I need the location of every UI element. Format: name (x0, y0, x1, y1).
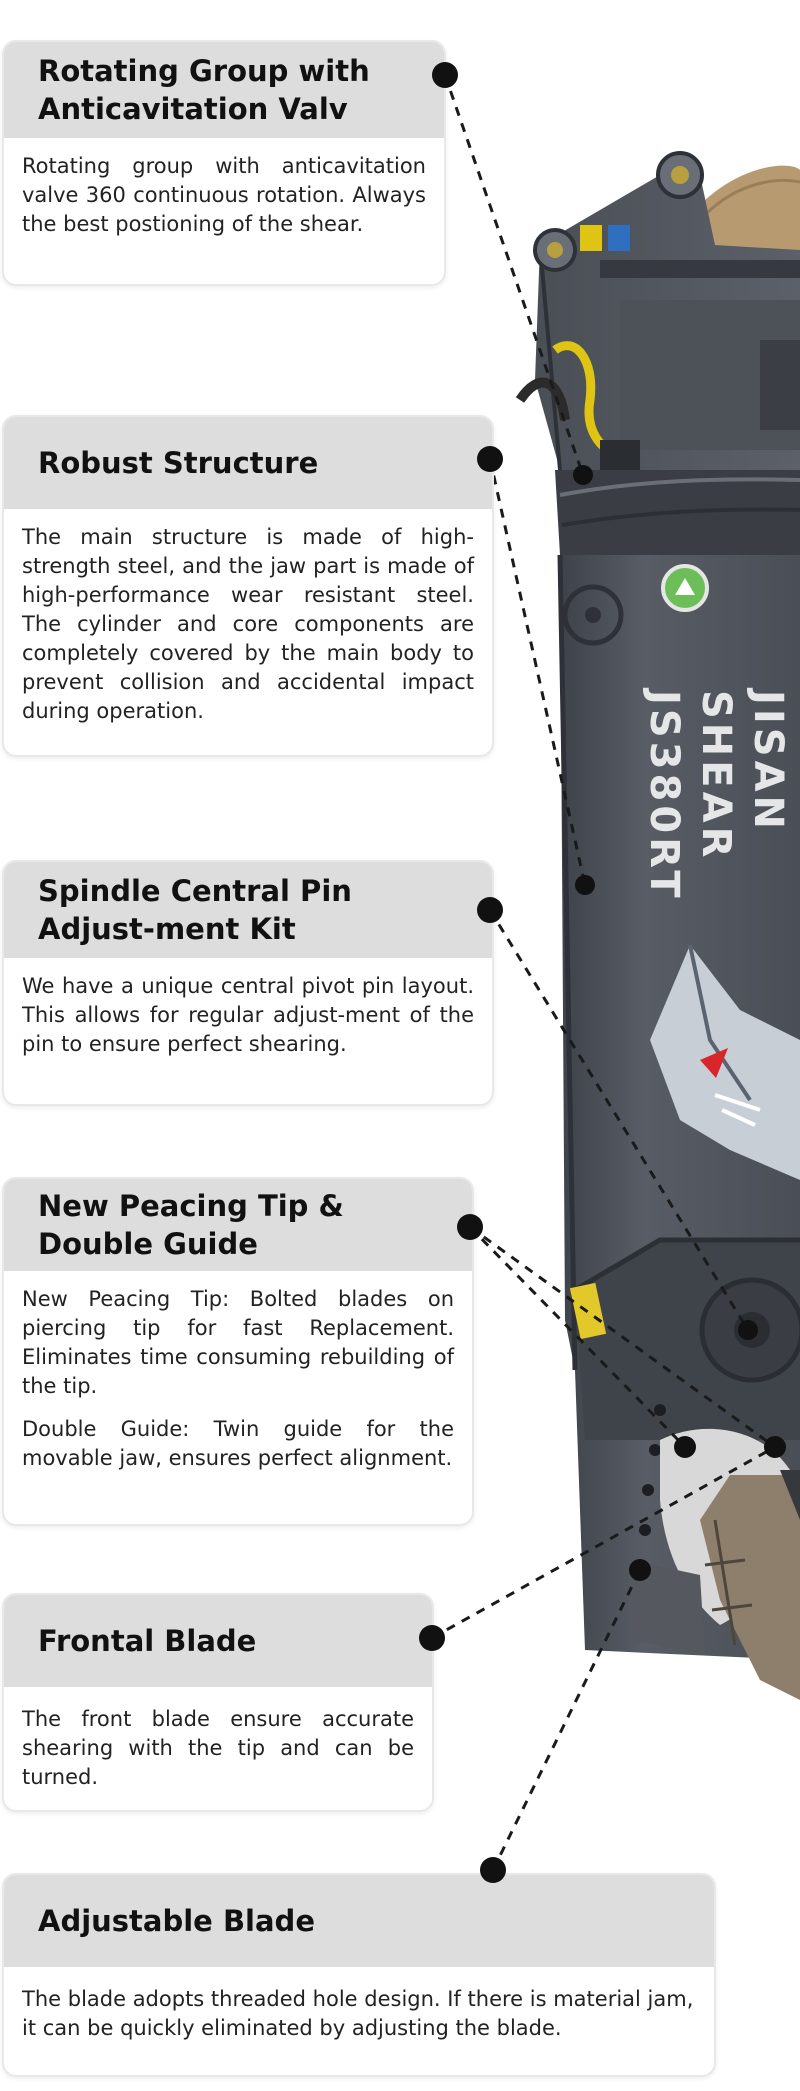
feature-paragraph: Double Guide: Twin guide for the movable jaw, ensures perfect alignment. (22, 1417, 454, 1470)
rotation-ring (555, 470, 800, 555)
decal-line-brand: JISAN (745, 690, 791, 834)
feature-card-frontal-blade (2, 1593, 434, 1812)
feature-card-header (4, 417, 492, 509)
feature-title: Robust Structure (38, 446, 319, 480)
feature-card-header (4, 862, 492, 958)
leader-dot-frontal-blade (419, 1625, 445, 1651)
feature-description (4, 958, 492, 1069)
feature-card-header (4, 1179, 472, 1271)
feature-paragraph: We have a unique central pivot pin layout. This allows for regular adjust-ment of the pin to ensure perfect shearing. (22, 974, 474, 1056)
feature-card-header (4, 42, 444, 138)
leader-dot-rotating-group (432, 62, 458, 88)
feature-description (4, 138, 444, 249)
feature-card-adjustable-blade (2, 1873, 716, 2077)
feature-description (4, 509, 492, 736)
feature-title: Rotating Group with Anticavitation Valv (38, 54, 370, 126)
decal-line-model: JS380RT (641, 690, 687, 902)
feature-title: Spindle Central Pin Adjust-ment Kit (38, 874, 352, 946)
feature-title: Adjustable Blade (38, 1904, 315, 1938)
leader-dot-robust-structure (477, 446, 503, 472)
leader-dot-rotating-group-end (573, 465, 593, 485)
feature-paragraph: New Peacing Tip: Bolted blades on piercing tip for fast Replacement. Eliminates time consuming rebuilding of the tip. (22, 1287, 454, 1398)
feature-card-header (4, 1875, 714, 1967)
leader-dot-robust-structure-end (575, 875, 595, 895)
feature-title: New Peacing Tip & Double Guide (38, 1189, 344, 1261)
leader-dot-adjustable-blade-mid (629, 1559, 651, 1581)
feature-title: Frontal Blade (38, 1624, 257, 1658)
feature-paragraph: The blade adopts threaded hole design. If there is material jam, it can be quickly eliminated by adjusting the blade. (22, 1987, 694, 2040)
leader-dot-peacing-tip (457, 1214, 483, 1240)
feature-card-robust-structure (2, 415, 494, 757)
feature-description (4, 1687, 432, 1802)
feature-card-rotating-group (2, 40, 446, 286)
feature-paragraph: Rotating group with anticavitation valve 360 continuous rotation. Always the best postioning of the shear. (22, 154, 426, 236)
leader-dot-spindle-pin-end (738, 1320, 758, 1340)
feature-description (4, 1967, 714, 2053)
decal-line-type: SHEAR (693, 690, 739, 862)
leader-dot-double-guide-end (764, 1436, 786, 1458)
leader-dot-spindle-pin (477, 897, 503, 923)
feature-card-header (4, 1595, 432, 1687)
leader-dot-peacing-tip-end (674, 1436, 696, 1458)
feature-card-peacing-tip (2, 1177, 474, 1526)
feature-description (4, 1271, 472, 1483)
leader-dot-adjustable-blade (480, 1857, 506, 1883)
feature-paragraph: The main structure is made of high-strength steel, and the jaw part is made of high-performance wear resistant steel. The cylinder and core components are completely covered by the main body to prevent collision and accidental impact during operation. (22, 525, 474, 723)
feature-card-spindle-pin (2, 860, 494, 1106)
feature-paragraph: The front blade ensure accurate shearing with the tip and can be turned. (22, 1707, 414, 1789)
